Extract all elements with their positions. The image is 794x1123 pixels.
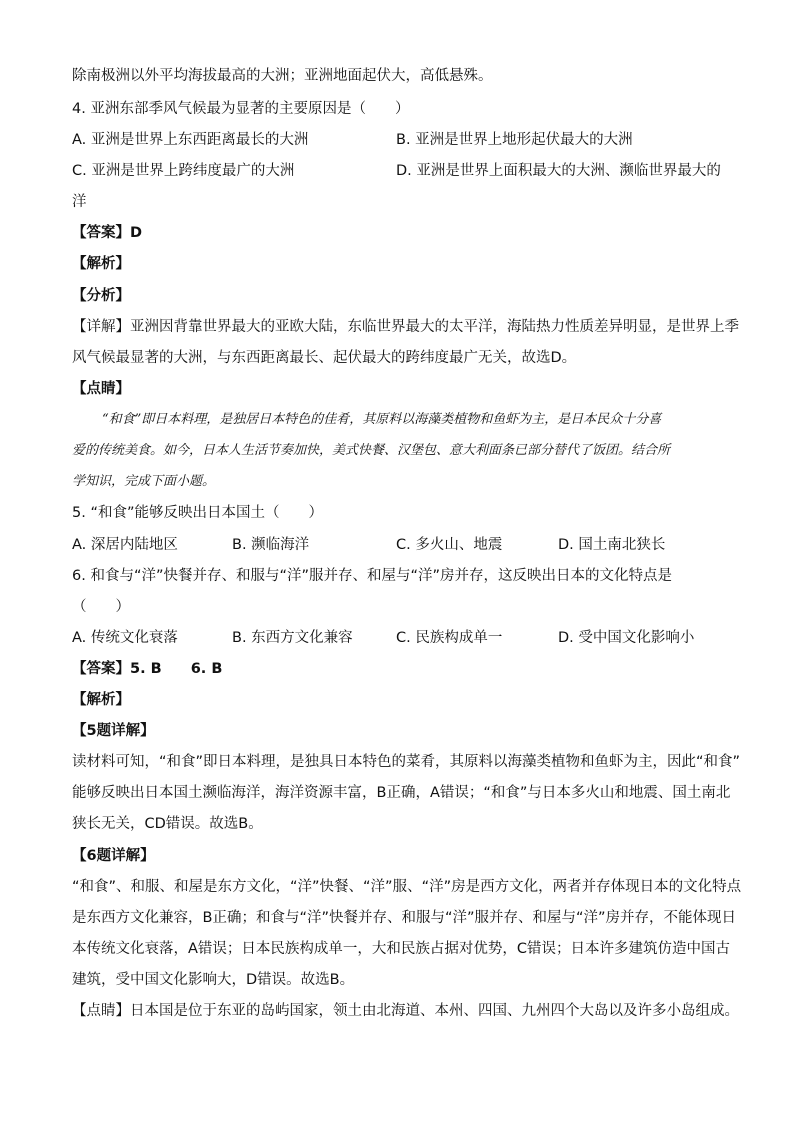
question-6-paren: （ ） [72, 599, 130, 615]
q5-option-d: D. 国土南北狭长 [558, 537, 666, 553]
passage-line-1: “和食”即日本料理，是独居日本特色的佳肴，其原料以海藻类植物和鱼虾为主，是日本民众十分喜 [102, 412, 662, 427]
final-dianjing: 【点睛】日本国是位于东亚的岛屿国家，领土由北海道、本州、四国、九州四个大岛以及许多小岛组成。 [72, 1003, 739, 1019]
q4-detail-1: 【详解】亚洲因背靠世界最大的亚欧大陆，东临世界最大的太平洋，海陆热力性质差异明显，是世界上季 [72, 319, 739, 335]
q4-detail-2: 风气候最显著的大洲，与东西距离最长、起伏最大的跨纬度最广无关，故选D。 [72, 350, 577, 366]
q6-detail-heading: 【6题详解】 [72, 848, 155, 864]
q6-detail-1: “和食”、和服、和屋是东方文化，“洋”快餐、“洋”服、“洋”房是西方文化，两者并存体现日本的文化特点 [72, 879, 742, 895]
q5-option-c: C. 多火山、地震 [396, 537, 503, 553]
q5-detail-2: 能够反映出日本国土濒临海洋，海洋资源丰富，B正确，A错误；“和食”与日本多火山和地震、国土南北 [72, 785, 731, 801]
q6-detail-2: 是东西方文化兼容，B正确；和食与“洋”快餐并存、和服与“洋”服并存、和屋与“洋”房并存，不能体现日 [72, 910, 737, 926]
question-5: 5. “和食”能够反映出日本国土（ ） [72, 505, 323, 521]
q6-detail-4: 建筑，受中国文化影响大，D错误。故选B。 [72, 972, 355, 988]
q5-detail-heading: 【5题详解】 [72, 723, 155, 739]
passage-line-3: 学知识，完成下面小题。 [72, 474, 216, 489]
q5-option-b: B. 濒临海洋 [232, 537, 310, 553]
q4-dianjing: 【点睛】 [72, 381, 130, 397]
q4-answer: 【答案】D [72, 225, 143, 241]
q56-answer: 【答案】5. B 6. B [72, 661, 223, 677]
q6-option-b: B. 东西方文化兼容 [232, 630, 353, 646]
q4-jiexi: 【解析】 [72, 256, 130, 272]
continuation-text: 除南极洲以外平均海拔最高的大洲；亚洲地面起伏大，高低悬殊。 [72, 68, 493, 84]
q6-option-c: C. 民族构成单一 [396, 630, 503, 646]
q6-option-a: A. 传统文化衰落 [72, 630, 178, 646]
q5-detail-1: 读材料可知，“和食”即日本料理，是独具日本特色的菜肴，其原料以海藻类植物和鱼虾为主，因此“和食” [72, 754, 741, 770]
q4-option-a: A. 亚洲是世界上东西距离最长的大洲 [72, 132, 309, 148]
q4-option-b: B. 亚洲是世界上地形起伏最大的大洲 [396, 132, 633, 148]
q4-option-d: D. 亚洲是世界上面积最大的大洲、濒临世界最大的 [396, 163, 721, 179]
question-4: 4. 亚洲东部季风气候最为显著的主要原因是（ ） [72, 101, 410, 117]
passage-line-2: 爱的传统美食。如今，日本人生活节奏加快，美式快餐、汉堡包、意大利面条已部分替代了饭团。结合所 [72, 443, 671, 458]
q56-jiexi: 【解析】 [72, 692, 130, 708]
q4-option-d-cont: 洋 [72, 194, 87, 210]
question-6: 6. 和食与“洋”快餐并存、和服与“洋”服并存、和屋与“洋”房并存，这反映出日本的文化特点是 [72, 568, 673, 584]
q4-fenxi: 【分析】 [72, 288, 130, 304]
q5-detail-3: 狭长无关，CD错误。故选B。 [72, 816, 263, 832]
q6-option-d: D. 受中国文化影响小 [558, 630, 695, 646]
q6-detail-3: 本传统文化衰落，A错误；日本民族构成单一，大和民族占据对优势，C错误；日本许多建筑仿造中国古 [72, 941, 731, 957]
q5-option-a: A. 深居内陆地区 [72, 537, 178, 553]
q4-option-c: C. 亚洲是世界上跨纬度最广的大洲 [72, 163, 295, 179]
